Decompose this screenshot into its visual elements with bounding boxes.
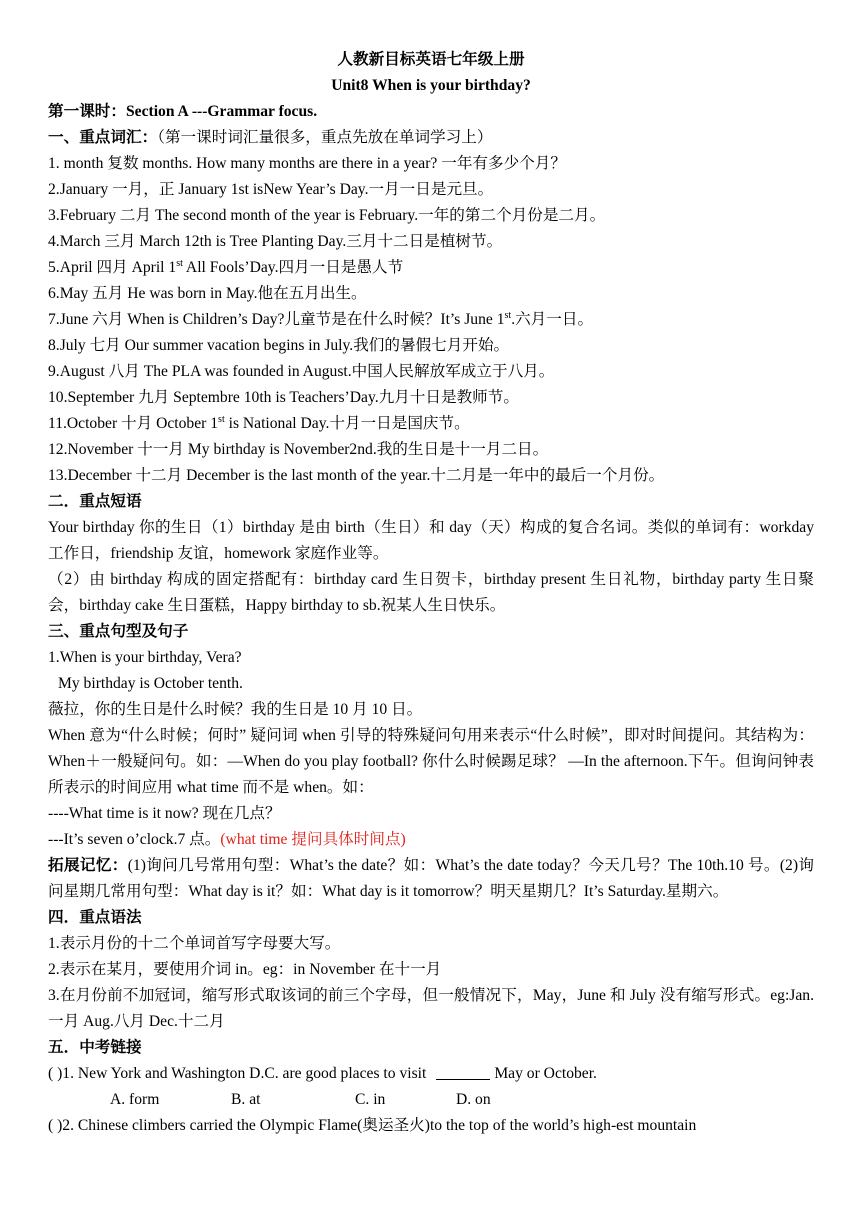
- sentence-question: 1.When is your birthday, Vera?: [48, 649, 242, 666]
- option-a: A. form: [110, 1091, 160, 1108]
- vocab-item-5: [48, 255, 814, 281]
- grammar-item-3: 3.在月份前不加冠词，缩写形式取该词的前三个字母，但一般情况下，May，June 和 July 没有缩写形式。eg:Jan.一月 Aug.八月 Dec.十二月: [48, 987, 814, 1030]
- ordinal-suffix: st: [176, 258, 183, 269]
- unit-title: Unit8 When is your birthday?: [331, 77, 531, 94]
- lesson-title: Section A ---Grammar focus.: [125, 103, 318, 120]
- section4-heading: 四．重点语法: [48, 909, 142, 926]
- extension-text: (1)询问几号常用句型：What’s the date？如：What’s the date today？今天几号？The 10th.10 号。(2)询问星期几常用句型：What day is it？如：What day is it tomorrow？明天星期几？It’s Saturday.星期六。: [48, 857, 814, 900]
- vocab-item-7-rest: .六月一日。: [511, 311, 594, 328]
- grammar-item-2: 2.表示在某月，要使用介词 in。eg：in November 在十一月: [48, 961, 442, 978]
- exam-question-1-text: 1. New York and Washington D.C. are good places to visit: [62, 1065, 427, 1082]
- grammar-item-1: 1.表示月份的十二个单词首写字母要大写。: [48, 935, 341, 952]
- option-b: B. at: [231, 1091, 261, 1108]
- vocab-item-4: 4.March 三月 March 12th is Tree Planting Day.三月十二日是植树节。: [48, 233, 503, 250]
- section3-heading: 三、重点句型及句子: [48, 623, 189, 640]
- vocab-item-11-text: 11.October 十月 October 1: [48, 415, 219, 432]
- vocab-item-12: 12.November 十一月 My birthday is November2nd.我的生日是十一月二日。: [48, 441, 549, 458]
- document-title: 人教新目标英语七年级上册: [337, 51, 525, 68]
- vocab-item-7-text: 7.June 六月 When is Children’s Day?儿童节是在什么时候？It’s June 1: [48, 311, 505, 328]
- section1-note: （第一课时词汇量很多，重点先放在单词学习上）: [157, 129, 493, 146]
- vocab-item-11: [48, 411, 814, 437]
- sentence-answer: My birthday is October tenth.: [58, 675, 243, 692]
- example-line-1: ----What time is it now? 现在几点？: [48, 805, 281, 822]
- section5-heading: 五．中考链接: [48, 1039, 142, 1056]
- section1-heading: [48, 125, 814, 151]
- exam-question-2: ( )2. Chinese climbers carried the Olympic Flame(奥运圣火)to the top of the world’s high-est mountain: [48, 1117, 697, 1134]
- lesson-label: 第一课时：: [48, 103, 126, 120]
- red-note: (what time 提问具体时间点): [220, 831, 406, 848]
- section1-title: 一、重点词汇：: [48, 129, 158, 146]
- answer-paren: ( ): [48, 1065, 63, 1082]
- option-d: D. on: [456, 1091, 491, 1108]
- when-explanation: When 意为“什么时候；何时” 疑问词 when 引导的特殊疑问句用来表示“什么时候”，即对时间提问。其结构为： When＋一般疑问句。如：—When do you play football? 你什么时候踢足球？ —In the afternoon.下午。但询问钟表所表示的时间应用 what time 而不是 when。如：: [48, 727, 814, 796]
- vocab-item-11-rest: is National Day.十月一日是国庆节。: [224, 415, 470, 432]
- option-c: C. in: [355, 1091, 386, 1108]
- extension-memory: [48, 853, 814, 905]
- exam-question-1: [48, 1061, 814, 1087]
- vocab-item-5-rest: All Fools’Day.四月一日是愚人节: [182, 259, 404, 276]
- vocab-item-7: [48, 307, 814, 333]
- ordinal-suffix: st: [504, 310, 512, 321]
- vocab-item-10: 10.September 九月 Septembre 10th is Teachers’Day.九月十日是教师节。: [48, 389, 519, 406]
- example-line-2: [48, 827, 814, 853]
- example-line-2-text: ---It’s seven o’clock.7 点。: [48, 831, 221, 848]
- phrase-paragraph-1: Your birthday 你的生日（1）birthday 是由 birth（生日）和 day（天）构成的复合名词。类似的单词有：workday 工作日，friendship 友谊，homework 家庭作业等。: [48, 519, 814, 562]
- vocab-item-2: 2.January 一月，正 January 1st isNew Year’s Day.一月一日是元旦。: [48, 181, 494, 198]
- exam-question-1-options: [48, 1087, 814, 1113]
- lesson-heading: [48, 99, 814, 125]
- section2-heading: 二．重点短语: [48, 493, 142, 510]
- phrase-paragraph-2: （2）由 birthday 构成的固定搭配有：birthday card 生日贺卡，birthday present 生日礼物，birthday party 生日聚会，birthday cake 生日蛋糕，Happy birthday to sb.祝某人生日快乐。: [48, 571, 814, 614]
- answer-blank: [436, 1061, 490, 1080]
- vocab-item-13: 13.December 十二月 December is the last month of the year.十二月是一年中的最后一个月份。: [48, 467, 665, 484]
- vocab-item-9: 9.August 八月 The PLA was founded in August.中国人民解放军成立于八月。: [48, 363, 555, 380]
- vocab-item-8: 8.July 七月 Our summer vacation begins in July.我们的暑假七月开始。: [48, 337, 510, 354]
- sentence-translation: 薇拉，你的生日是什么时候？我的生日是 10 月 10 日。: [48, 701, 423, 718]
- vocab-item-6: 6.May 五月 He was born in May.他在五月出生。: [48, 285, 367, 302]
- exam-question-1-rest: May or October.: [494, 1065, 597, 1082]
- vocab-item-1: 1. month 复数 months. How many months are there in a year? 一年有多少个月？: [48, 155, 566, 172]
- vocab-item-5-text: 5.April 四月 April 1: [48, 259, 177, 276]
- vocab-item-3: 3.February 二月 The second month of the year is February.一年的第二个月份是二月。: [48, 207, 606, 224]
- ordinal-suffix: st: [218, 414, 225, 425]
- extension-label: 拓展记忆：: [48, 857, 128, 874]
